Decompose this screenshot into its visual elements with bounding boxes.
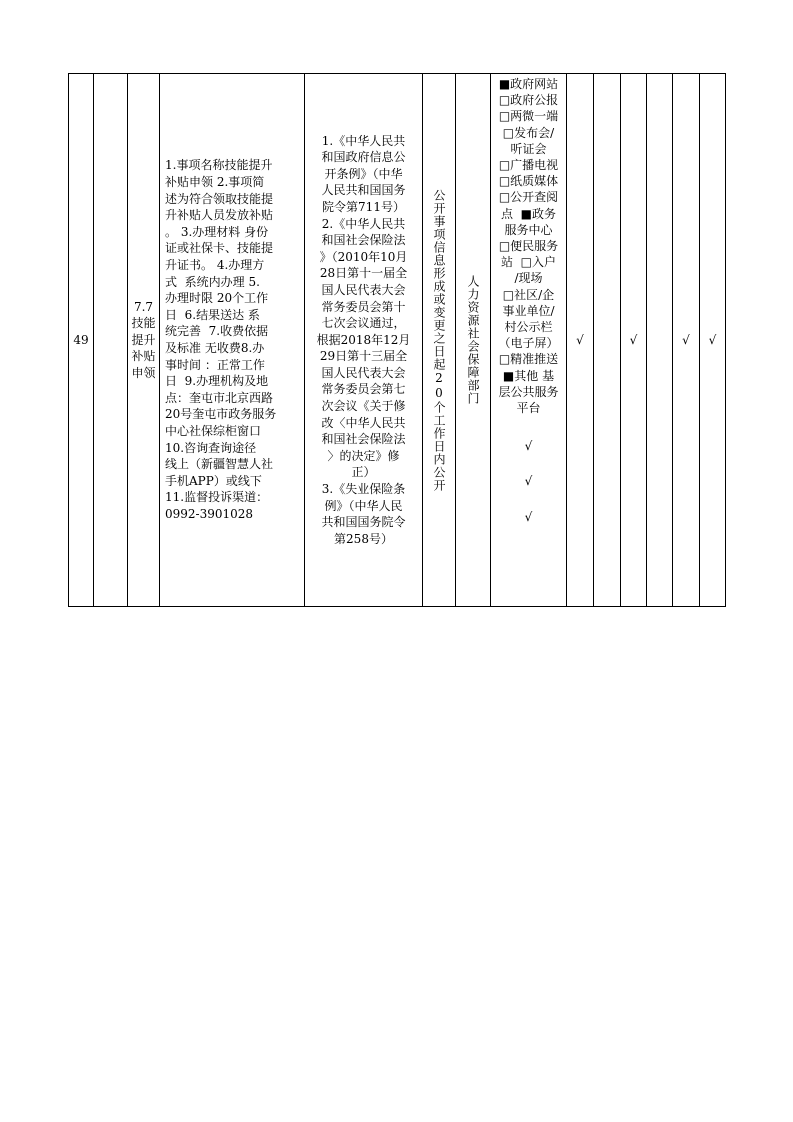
basis-line: 院令第711号） xyxy=(322,199,405,214)
department-cell xyxy=(456,74,491,607)
item-cell xyxy=(128,74,160,607)
flag-cell xyxy=(594,74,621,607)
scope-line: □发布会/ xyxy=(502,125,555,140)
scope-line: 服务中心 xyxy=(504,222,553,237)
basis-line: 〉的决定》修 xyxy=(327,448,400,463)
content-line: 及标准 无收费8.办 xyxy=(165,341,265,355)
content-text xyxy=(165,157,301,522)
flag-mark: √ xyxy=(708,332,717,347)
flag-cell xyxy=(673,74,700,607)
basis-line: 3.《失业保险条 xyxy=(321,482,406,497)
disclosure-table xyxy=(68,73,726,607)
basis-line: 国人民代表大会 xyxy=(321,282,406,297)
basis-line: 第258号） xyxy=(334,531,393,546)
department-text: 人力资源社会保障部门 xyxy=(466,275,480,405)
content-line: 手机APP）或线下 xyxy=(165,473,262,488)
content-line: 11.监督投诉渠道： xyxy=(165,490,269,505)
basis-line: 28日第十一届全 xyxy=(319,266,408,281)
flag-cell xyxy=(621,74,647,607)
content-line: 补贴申领 2.事项简 xyxy=(165,175,265,190)
flag-cell xyxy=(700,74,726,607)
disclosure-table-sheet xyxy=(68,73,725,607)
scope-line: □纸质媒体 xyxy=(498,174,559,189)
basis-line: 和国社会保险法 xyxy=(321,233,406,248)
scope-line: ■政府网站 xyxy=(498,77,559,91)
basis-line: 根据2018年12月 xyxy=(316,332,411,347)
basis-line: 2.《中华人民共 xyxy=(321,216,406,231)
basis-line: 》（2010年10月 xyxy=(319,249,408,264)
content-line: 0992-3901028 xyxy=(165,506,254,521)
basis-line: 开条例》（中华 xyxy=(324,166,403,181)
scope-line: 层公共服务 xyxy=(498,384,559,399)
content-line: 线上（新疆智慧人社 xyxy=(165,457,274,472)
scope-line: □政府公报 xyxy=(498,93,559,108)
scope-line: 站 □入户 xyxy=(501,255,556,270)
basis-line: 例》（中华人民 xyxy=(324,498,403,513)
content-line: 升证书。 4.办理方 xyxy=(165,258,265,273)
row-number: 49 xyxy=(73,332,89,347)
basis-line: 共和国国务院令 xyxy=(321,515,406,530)
flag-mark: √ xyxy=(629,332,638,347)
scope-line: 听证会 xyxy=(510,141,547,156)
scope-check-mark: √ xyxy=(524,439,533,454)
scope-line: □两微一端 xyxy=(498,109,559,124)
scope-line: □精准推送 xyxy=(498,352,559,367)
content-line: 。 3.办理材料 身份 xyxy=(165,224,269,239)
content-line: 点：奎屯市北京西路 xyxy=(165,390,274,405)
content-line: 办理时限 20个工作 xyxy=(165,291,269,306)
flag-mark: √ xyxy=(576,332,584,347)
content-line: 1.事项名称技能提升 xyxy=(165,158,273,173)
basis-line: 改〈中华人民共 xyxy=(321,415,406,430)
flag-mark: √ xyxy=(682,332,690,347)
content-line: 10.咨询查询途径 xyxy=(165,440,257,455)
basis-line: 次会议《关于修 xyxy=(321,399,406,414)
scope-line: /现场 xyxy=(514,271,543,286)
item-name: 7.7技能提升补贴申领 xyxy=(131,299,156,380)
flag-cell xyxy=(567,74,594,607)
scope-line: □广播电视 xyxy=(498,158,559,173)
time-limit-cell xyxy=(423,74,456,607)
scope-check-mark: √ xyxy=(524,509,533,524)
content-line: 日 6.结果送达 系 xyxy=(165,307,260,322)
scope-line: 平台 xyxy=(516,401,541,416)
basis-line: 和国政府信息公 xyxy=(321,150,406,165)
basis-line: 1.《中华人民共 xyxy=(321,133,406,148)
scope-text xyxy=(492,76,565,416)
time-limit-text: 公开事项信息形成或变更之日起20个工作日内公开 xyxy=(432,188,446,492)
scope-cell xyxy=(491,74,567,607)
basis-line: 常务委员会第七 xyxy=(321,382,406,397)
content-line: 事时间 ：正常工作 xyxy=(165,357,265,372)
content-line: 述为符合领取技能提 xyxy=(165,191,274,206)
basis-line: 29日第十三届全 xyxy=(319,349,408,364)
content-line: 统完善 7.收费依据 xyxy=(165,324,269,339)
content-cell xyxy=(160,74,305,607)
basis-text xyxy=(308,133,419,548)
basis-line: 七次会议通过， xyxy=(321,316,406,331)
content-line: 日 9.办理机构及地 xyxy=(165,374,269,389)
scope-line: 事业单位/ xyxy=(502,303,555,318)
basis-cell xyxy=(305,74,423,607)
scope-line: □便民服务 xyxy=(498,239,559,254)
scope-line: □社区/企 xyxy=(502,287,555,302)
scope-line: （电子屏） xyxy=(498,336,559,351)
content-line: 升补贴人员发放补贴 xyxy=(165,208,274,223)
scope-line: 村公示栏 xyxy=(504,320,553,335)
table-row xyxy=(69,74,726,607)
row-number-cell xyxy=(69,74,94,607)
scope-line: ■其他 基 xyxy=(502,368,555,383)
blank-cell xyxy=(94,74,128,607)
content-line: 中心社保综柜窗口 xyxy=(165,423,262,438)
scope-check-mark: √ xyxy=(524,474,533,489)
basis-line: 常务委员会第十 xyxy=(321,299,406,314)
content-line: 证或社保卡、技能提 xyxy=(165,241,274,256)
content-line: 式 系统内办理 5. xyxy=(165,274,260,289)
basis-line: 和国社会保险法 xyxy=(321,432,406,447)
flag-cell xyxy=(647,74,673,607)
basis-line: 人民共和国国务 xyxy=(321,183,406,198)
basis-line: 国人民代表大会 xyxy=(321,365,406,380)
scope-line: 点 ■政务 xyxy=(501,206,556,221)
content-line: 20号奎屯市政务服务 xyxy=(165,407,277,422)
basis-line: 正） xyxy=(351,465,376,480)
scope-line: □公开查阅 xyxy=(498,190,559,205)
